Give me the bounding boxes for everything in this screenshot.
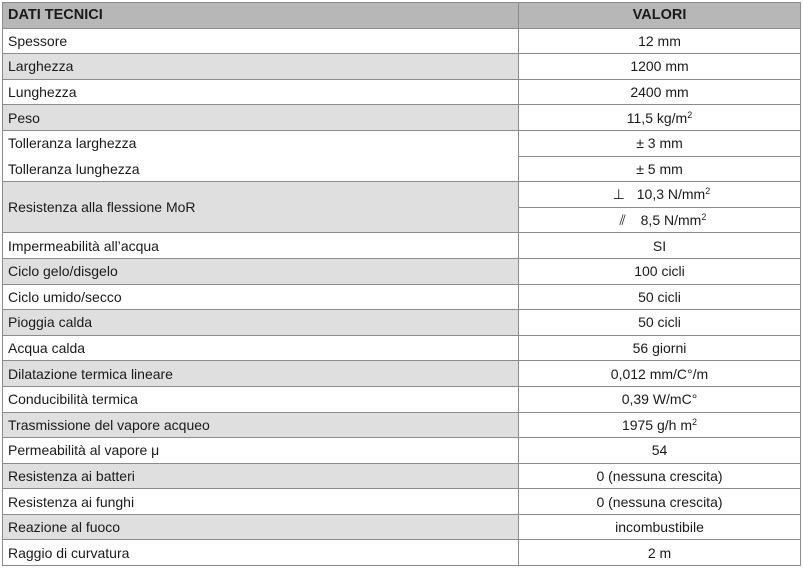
- row-value: incombustibile: [519, 514, 801, 540]
- header-dati-tecnici: DATI TECNICI: [3, 3, 519, 29]
- table-row: [3, 412, 801, 438]
- row-value: 54: [519, 438, 801, 464]
- table-row: [3, 258, 801, 284]
- parallel-icon: ⫽: [619, 212, 626, 229]
- row-label: Tolleranza lunghezza: [3, 156, 519, 182]
- row-value: 50 cicli: [519, 284, 801, 310]
- row-label: Ciclo gelo/disgelo: [3, 258, 519, 284]
- row-value: ± 3 mm: [519, 130, 801, 156]
- table-row: [3, 540, 801, 566]
- row-value: 0 (nessuna crescita): [519, 463, 801, 489]
- table-row: [3, 463, 801, 489]
- table-row: [3, 28, 801, 54]
- row-label: Resistenza alla flessione MoR: [3, 182, 519, 233]
- row-value-perpendicular: [519, 182, 801, 208]
- row-value: 1200 mm: [519, 54, 801, 80]
- value-text: 10,3 N/mm: [636, 186, 706, 203]
- value-superscript: 2: [692, 416, 698, 427]
- row-value: 100 cicli: [519, 258, 801, 284]
- table-row: [3, 130, 801, 156]
- row-label: Acqua calda: [3, 335, 519, 361]
- value-text: 8,5 N/mm: [640, 212, 702, 229]
- table-row: [3, 386, 801, 412]
- value-text: 11,5 kg/m: [626, 109, 688, 126]
- row-label: Peso: [3, 105, 519, 131]
- perpendicular-icon: ⊥: [612, 186, 625, 203]
- table-row: [3, 438, 801, 464]
- value-text: 1975 g/h m: [621, 416, 693, 433]
- value-superscript: 2: [687, 109, 693, 120]
- row-value: 0 (nessuna crescita): [519, 489, 801, 515]
- row-label: Reazione al fuoco: [3, 514, 519, 540]
- row-label: Impermeabilità all’acqua: [3, 233, 519, 259]
- row-value: 0,39 W/mC°: [519, 386, 801, 412]
- table-row: [3, 361, 801, 387]
- table-header-row: [3, 3, 801, 29]
- row-label: Dilatazione termica lineare: [3, 361, 519, 387]
- row-value: 12 mm: [519, 28, 801, 54]
- table-row: [3, 233, 801, 259]
- table-row: [3, 105, 801, 131]
- row-value: 2 m: [519, 540, 801, 566]
- table-row: [3, 79, 801, 105]
- technical-data-table: [2, 2, 801, 566]
- row-label: Resistenza ai batteri: [3, 463, 519, 489]
- row-label: Permeabilità al vapore μ: [3, 438, 519, 464]
- row-label: Lunghezza: [3, 79, 519, 105]
- value-superscript: 2: [701, 212, 707, 223]
- table-row: [3, 335, 801, 361]
- row-label: Pioggia calda: [3, 310, 519, 336]
- table-row: [3, 54, 801, 80]
- row-value: 56 giorni: [519, 335, 801, 361]
- row-value: 2400 mm: [519, 79, 801, 105]
- table-row: [3, 156, 801, 182]
- row-label: Spessore: [3, 28, 519, 54]
- value-superscript: 2: [705, 186, 711, 197]
- row-label: Tolleranza larghezza: [3, 130, 519, 156]
- row-value: [519, 412, 801, 438]
- row-value: 50 cicli: [519, 310, 801, 336]
- header-valori: VALORI: [519, 3, 801, 29]
- table-row: [3, 182, 801, 208]
- row-label: Trasmissione del vapore acqueo: [3, 412, 519, 438]
- row-label: Conducibilità termica: [3, 386, 519, 412]
- row-label: Resistenza ai funghi: [3, 489, 519, 515]
- row-value: SI: [519, 233, 801, 259]
- row-value: [519, 105, 801, 131]
- table-row: [3, 514, 801, 540]
- row-label: Larghezza: [3, 54, 519, 80]
- row-value: 0,012 mm/C°/m: [519, 361, 801, 387]
- row-label: Raggio di curvatura: [3, 540, 519, 566]
- table-row: [3, 310, 801, 336]
- table-row: [3, 489, 801, 515]
- row-value-parallel: [519, 207, 801, 233]
- row-label: Ciclo umido/secco: [3, 284, 519, 310]
- table-row: [3, 284, 801, 310]
- row-value: ± 5 mm: [519, 156, 801, 182]
